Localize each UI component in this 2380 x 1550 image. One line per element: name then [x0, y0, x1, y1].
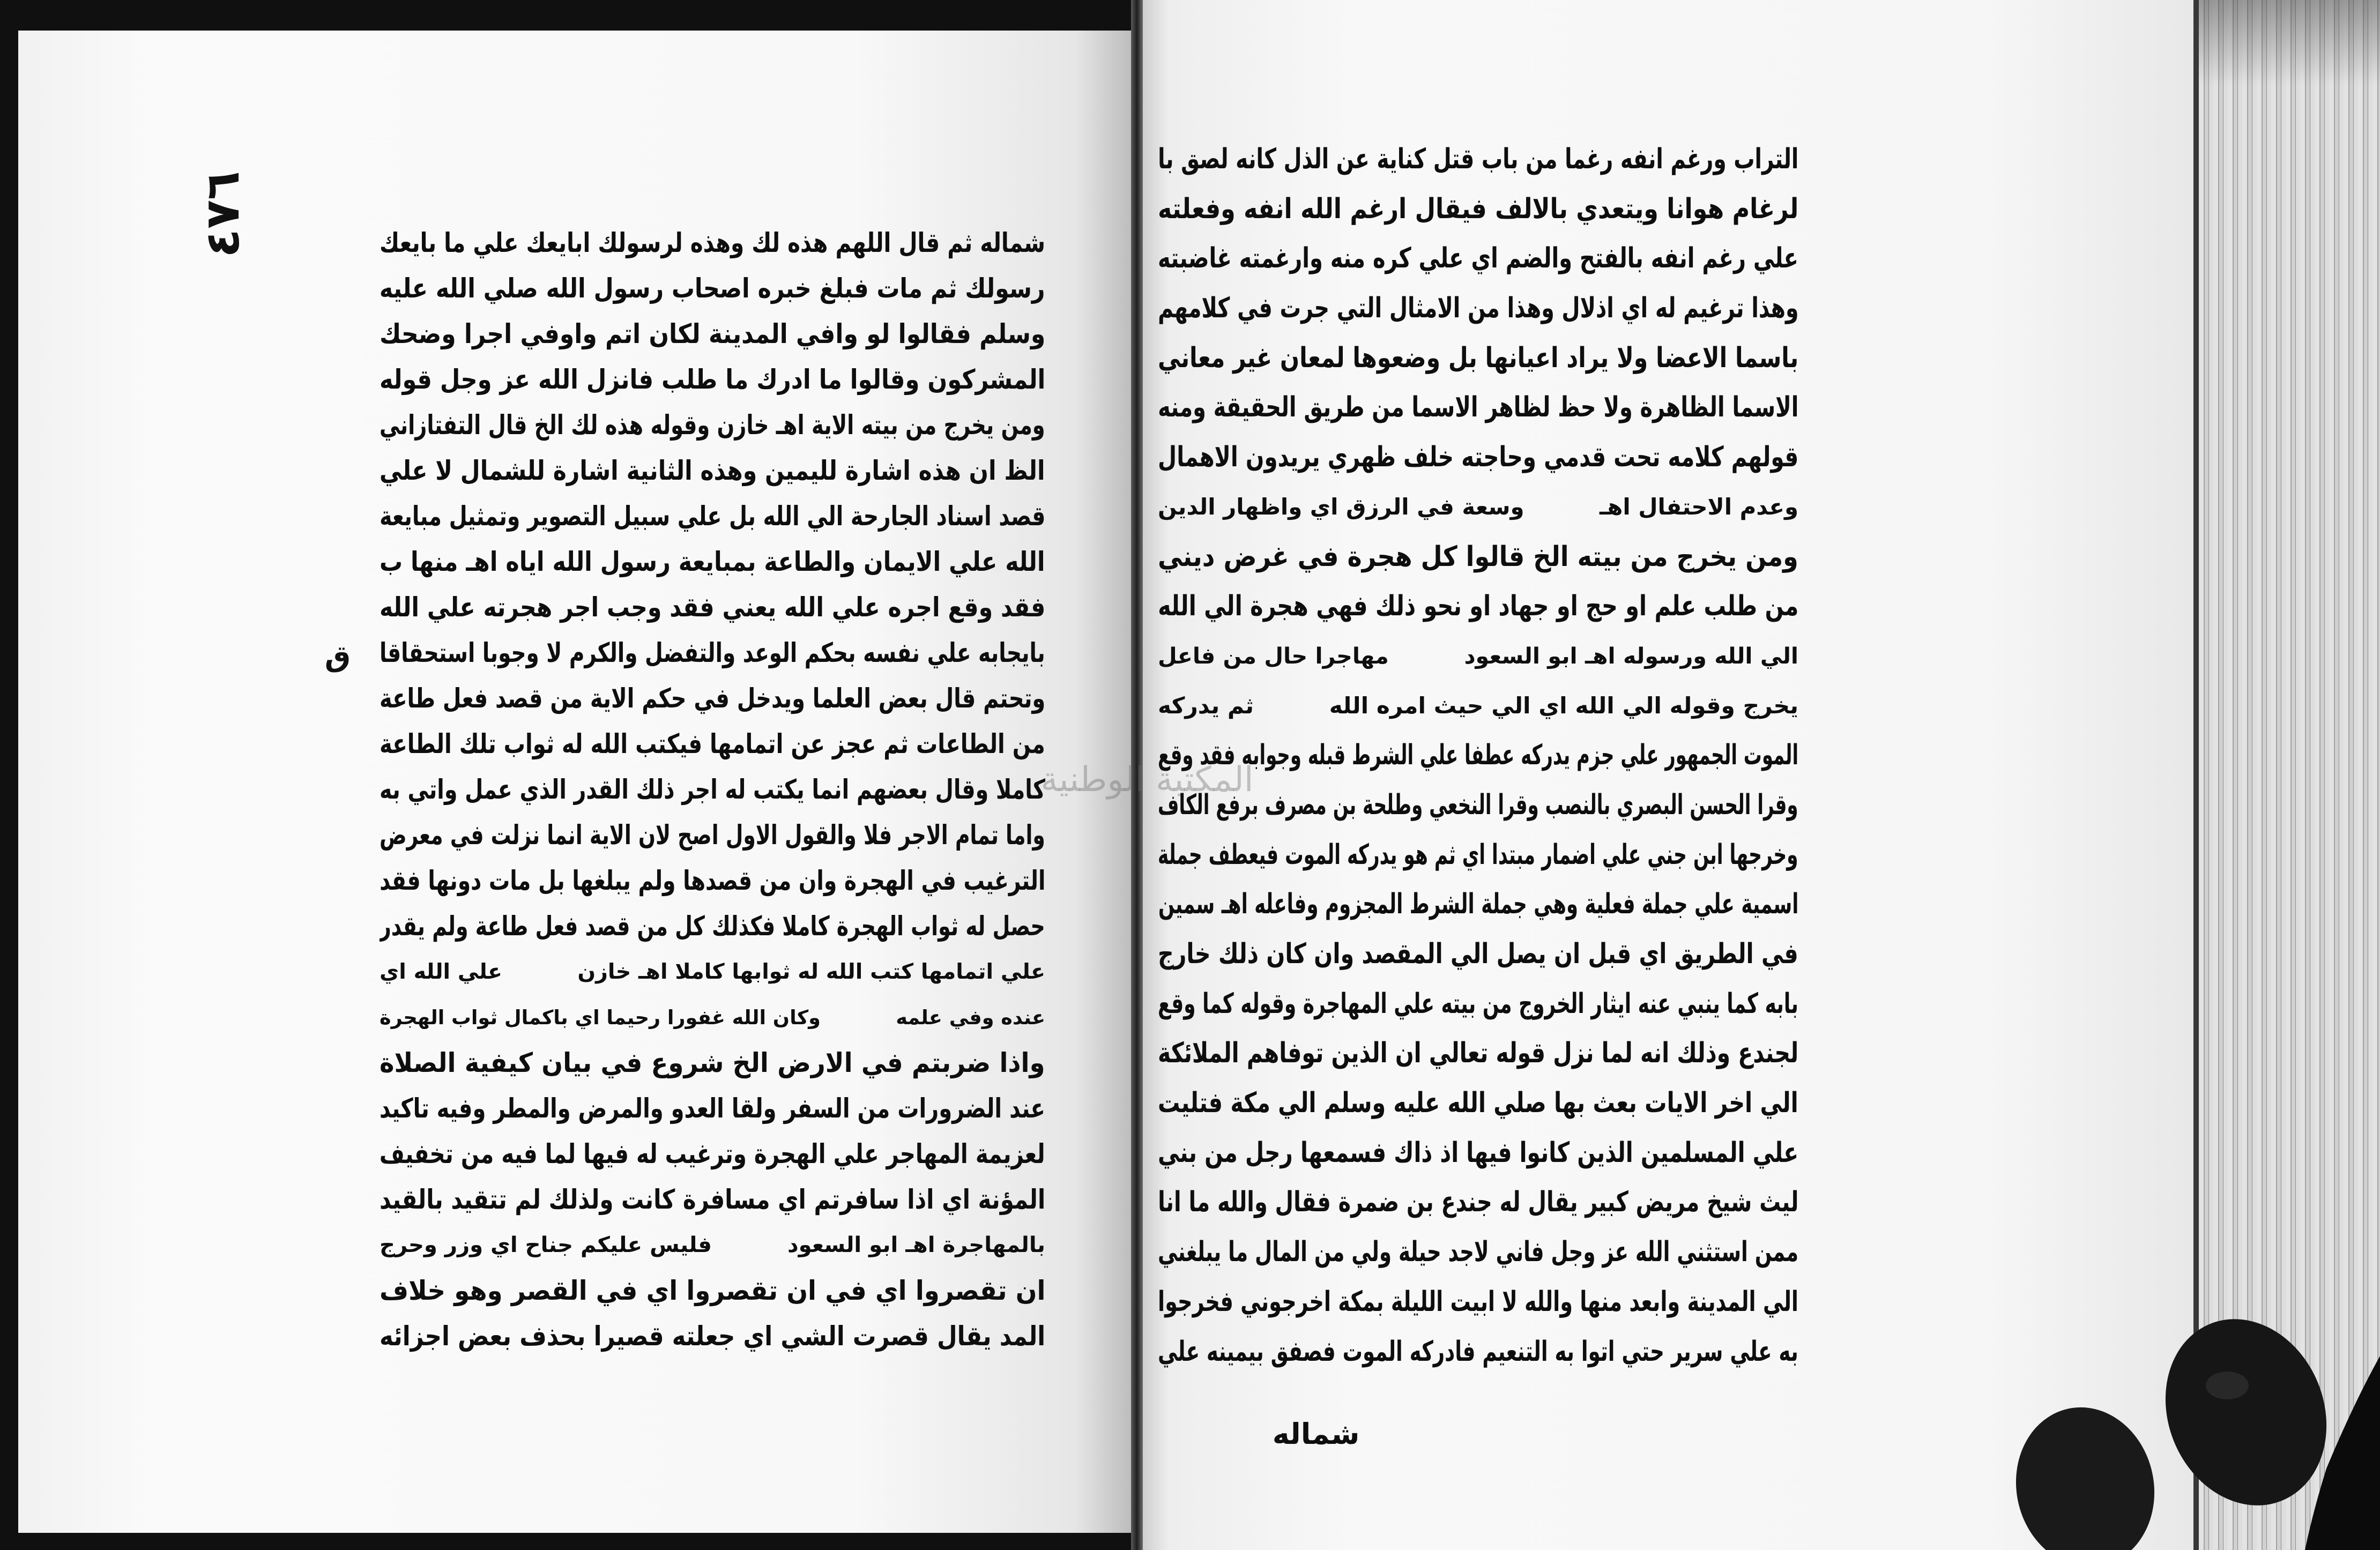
line-text: لرغام هوانا ويتعدي بالالف فيقال ارغم الله انفه وفعلته	[1158, 192, 1798, 225]
right-page-line	[1158, 383, 1798, 433]
right-page-line	[1158, 333, 1798, 383]
line-text: علي رغم انفه بالفتح والضم اي علي كره منه وارغمته غاضبته	[1158, 242, 1798, 275]
finger-shape	[2002, 1395, 2169, 1550]
line-text: به علي سرير حتي اتوا به التنعيم فادركه الموت فصفق بيمينه علي	[1158, 1335, 1798, 1368]
right-page-line	[1158, 234, 1798, 284]
margin-note: ق	[324, 639, 351, 673]
line-text: في الطريق اي قبل ان يصل الي المقصد وان كان ذلك خارج	[1158, 938, 1798, 970]
quoted-verse-text: ثم يدركه	[1158, 692, 1254, 719]
line-text: لجندع وذلك انه لما نزل قوله تعالي ان الذين توفاهم الملائكة	[1158, 1037, 1798, 1070]
right-page-line	[1158, 1277, 1798, 1327]
left-page-line	[380, 311, 1045, 357]
line-text: يخرج وقوله الي الله اي الي حيث امره الله	[1329, 692, 1798, 719]
line-text: عنده وفي علمه	[896, 1006, 1045, 1029]
line-text: واما تمام الاجر فلا والقول الاول اصح لان الاية انما نزلت في معرض	[380, 819, 1045, 851]
quoted-verse-text: مهاجرا حال من فاعل	[1158, 643, 1389, 669]
right-page-line	[1158, 1078, 1798, 1128]
line-text: بايجابه علي نفسه بحكم الوعد والتفضل والكرم لا وجوبا استحقاقا	[380, 637, 1045, 668]
line-text: لعزيمة المهاجر علي الهجرة وترغيب له فيها لما فيه من تخفيف	[380, 1138, 1045, 1169]
left-page-line	[380, 1223, 1045, 1268]
right-page-line	[1158, 184, 1798, 234]
line-text: الاسما الظاهرة ولا حظ لظاهر الاسما من طريق الحقيقة ومنه	[1158, 391, 1798, 424]
line-text: اسمية علي جملة فعلية وهي جملة الشرط المجزوم وفاعله اهـ سمين	[1158, 888, 1798, 921]
quoted-verse-text: وكان الله غفورا رحيما اي باكمال ثواب الهجرة	[380, 1006, 821, 1029]
right-page-line	[1158, 482, 1798, 532]
line-text: علي اتمامها كتب الله له ثوابها كاملا اهـ خازن	[577, 959, 1045, 984]
line-text: وخرجها ابن جني علي اضمار مبتدا اي ثم هو يدركه الموت فيعطف جملة	[1158, 838, 1798, 871]
right-page-line	[1158, 1327, 1798, 1377]
line-text: رسولك ثم مات فبلغ خبره اصحاب رسول الله صلي الله عليه	[380, 273, 1045, 304]
right-page-line	[1158, 135, 1798, 184]
left-page-line	[380, 630, 1045, 676]
line-text: الي الله ورسوله اهـ ابو السعود	[1464, 643, 1798, 669]
hand-fingers	[1983, 1276, 2380, 1550]
line-text: بابه كما ينبي عنه ايثار الخروج من بيته علي المهاجرة وقوله كما وقع	[1158, 987, 1798, 1020]
left-page-line	[380, 904, 1045, 949]
right-page-line	[1158, 929, 1798, 979]
right-page-line	[1158, 830, 1798, 880]
right-page-line	[1158, 1029, 1798, 1078]
line-text: حصل له ثواب الهجرة كاملا فكذلك كل من قصد فعل طاعة ولم يقدر	[380, 911, 1045, 942]
left-page-line	[380, 1177, 1045, 1223]
line-text: وهذا ترغيم له اي اذلال وهذا من الامثال التي جرت في كلامهم	[1158, 292, 1798, 325]
left-page-line	[380, 1268, 1045, 1314]
left-page-line	[380, 357, 1045, 403]
right-page-line	[1158, 631, 1798, 681]
line-text: الله علي الايمان والطاعة بمبايعة رسول الله اياه اهـ منها ب	[380, 546, 1045, 577]
right-page-line	[1158, 433, 1798, 482]
line-text: الي اخر الايات بعث بها صلي الله عليه وسلم الي مكة فتليت	[1158, 1087, 1798, 1120]
line-text: المؤنة اي اذا سافرتم اي مسافرة كانت ولذلك لم تتقيد بالقيد	[380, 1184, 1045, 1215]
line-text: وقرا الحسن البصري بالنصب وقرا النخعي وطلحة بن مصرف برفع الكاف	[1158, 788, 1798, 821]
line-text: باسما الاعضا ولا يراد اعيانها بل وضعوها لمعان غير معاني	[1158, 341, 1798, 374]
right-page-line	[1158, 582, 1798, 631]
left-page-text	[380, 220, 1045, 1359]
line-text: الموت الجمهور علي جزم يدركه عطفا علي الشرط قبله وجوابه فقد وقع	[1158, 739, 1798, 772]
line-text: عند الضرورات من السفر ولقا العدو والمرض والمطر وفيه تاكيد	[380, 1093, 1045, 1124]
line-text: بالمهاجرة اهـ ابو السعود	[787, 1233, 1045, 1257]
line-text: الترغيب في الهجرة وان من قصدها ولم يبلغها بل مات دونها فقد	[380, 865, 1045, 896]
line-text: وسلم فقالوا لو وافي المدينة لكان اتم واوفي اجرا وضحك	[380, 318, 1045, 349]
line-text: ومن يخرج من بيته الاية اهـ خازن وقوله هذه لك الخ قال التفتازاني	[380, 409, 1045, 441]
line-text: المد يقال قصرت الشي اي جعلته قصيرا بحذف بعض اجزائه	[380, 1321, 1045, 1352]
left-page-line	[380, 266, 1045, 311]
left-page-line	[380, 539, 1045, 585]
left-page-line	[380, 813, 1045, 858]
line-text: قصد اسناد الجارحة الي الله بل علي سبيل التصوير وتمثيل مبايعة	[380, 501, 1045, 532]
left-page-line	[380, 494, 1045, 539]
quoted-verse-text: وسعة في الرزق اي واظهار الدين	[1158, 493, 1524, 520]
left-page-line	[380, 721, 1045, 767]
left-page-line	[380, 995, 1045, 1040]
line-text: الظ ان هذه اشارة لليمين وهذه الثانية اشارة للشمال لا علي	[380, 455, 1045, 486]
right-page-line	[1158, 979, 1798, 1029]
line-text: من الطاعات ثم عجز عن اتمامها فيكتب الله له ثواب تلك الطاعة	[380, 728, 1045, 759]
line-text: ليث شيخ مريض كبير يقال له جندع بن ضمرة فقال والله ما انا	[1158, 1186, 1798, 1219]
left-page-line	[380, 1086, 1045, 1131]
right-page-line	[1158, 681, 1798, 731]
line-text: وتحتم قال بعض العلما ويدخل في حكم الاية من قصد فعل طاعة	[380, 683, 1045, 714]
left-page-line	[380, 1040, 1045, 1086]
left-page-line	[380, 676, 1045, 721]
left-page-line	[380, 403, 1045, 448]
line-text: الي المدينة وابعد منها والله لا ابيت الليلة بمكة اخرجوني فخرجوا	[1158, 1285, 1798, 1318]
line-text: قولهم كلامه تحت قدمي وحاجته خلف ظهري يريدون الاهمال	[1158, 441, 1798, 474]
line-text: من طلب علم او حج او جهاد او نحو ذلك فهي هجرة الي الله	[1158, 590, 1798, 623]
line-text: ان تقصروا اي في ان تقصروا اي في القصر وهو خلاف	[380, 1275, 1045, 1306]
left-page-line	[380, 858, 1045, 904]
line-text: وعدم الاحتفال اهـ	[1600, 493, 1798, 520]
line-text: فقد وقع اجره علي الله يعني فقد وجب اجر هجرته علي الله	[380, 592, 1045, 623]
line-text: كاملا وقال بعضهم انما يكتب له اجر ذلك القدر الذي عمل واتي به	[380, 774, 1045, 805]
catchword: شماله	[1272, 1417, 1360, 1451]
library-watermark: المكتبة الوطنية	[1040, 760, 1254, 800]
left-page-line	[380, 949, 1045, 995]
left-page-line	[380, 585, 1045, 630]
right-page-line	[1158, 1227, 1798, 1277]
line-text: شماله ثم قال اللهم هذه لك وهذه لرسولك ابايعك علي ما بايعك	[380, 227, 1045, 258]
left-page-line	[380, 1314, 1045, 1359]
line-text: المشركون وقالوا ما ادرك ما طلب فانزل الله عز وجل قوله	[380, 364, 1045, 395]
line-text: ومن يخرج من بيته الخ قالوا كل هجرة في غرض ديني	[1158, 540, 1798, 573]
right-page-line	[1158, 1128, 1798, 1178]
left-page-line	[380, 1131, 1045, 1177]
right-page-line	[1158, 284, 1798, 333]
finger-highlight	[2206, 1372, 2249, 1399]
left-page-line	[380, 220, 1045, 266]
left-page-line	[380, 767, 1045, 813]
line-text: واذا ضربتم في الارض الخ شروع في بيان كيفية الصلاة	[380, 1047, 1045, 1078]
right-page-line	[1158, 880, 1798, 929]
quoted-verse-text: فليس عليكم جناح اي وزر وحرج	[380, 1233, 712, 1257]
quoted-verse-text: علي الله اي	[380, 959, 503, 984]
left-page-line	[380, 448, 1045, 494]
folio-number: ٤٧٦	[195, 171, 250, 258]
line-text: التراب ورغم انفه رغما من باب قتل كناية عن الذل كانه لصق با	[1158, 143, 1798, 175]
line-text: ممن استثني الله عز وجل فاني لاجد حيلة ولي من المال ما يبلغني	[1158, 1236, 1798, 1269]
right-page-line	[1158, 1178, 1798, 1227]
right-page-line	[1158, 532, 1798, 582]
line-text: علي المسلمين الذين كانوا فيها اذ ذاك فسمعها رجل من بني	[1158, 1136, 1798, 1169]
